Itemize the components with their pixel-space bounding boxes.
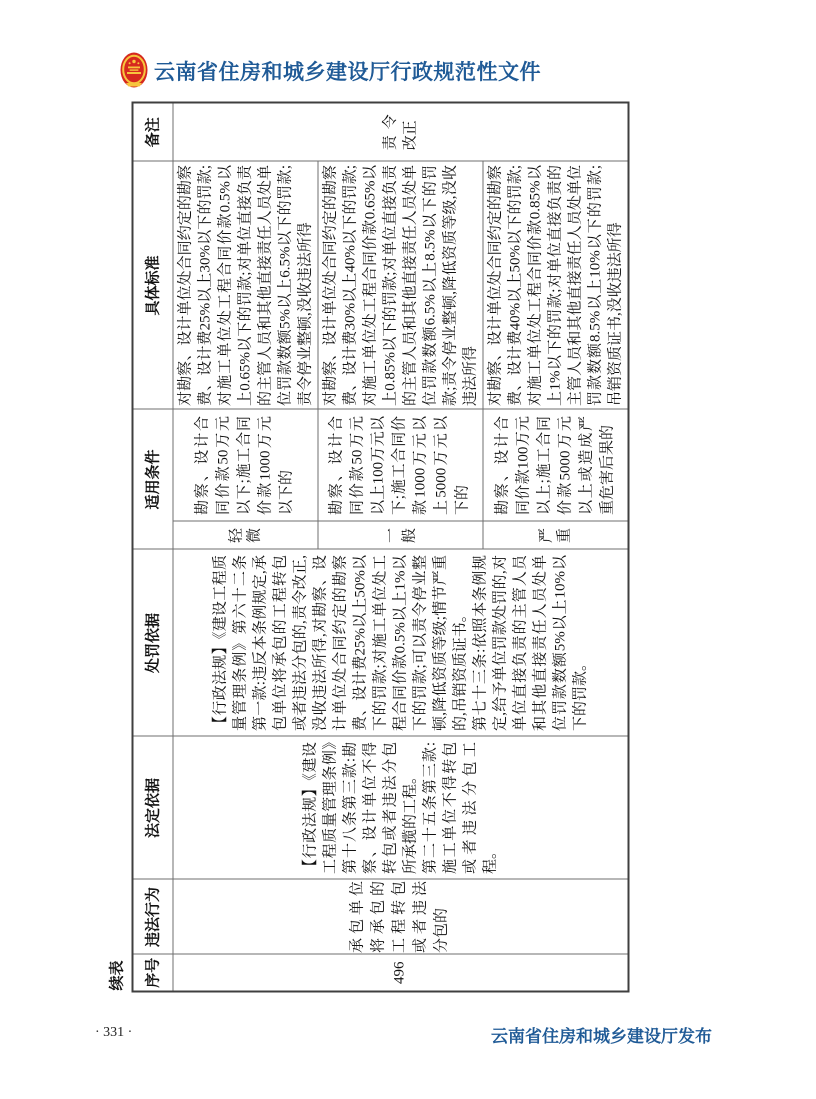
- page-title: 云南省住房和城乡建设厅行政规范性文件: [154, 60, 541, 84]
- condition-cell: 勘察、设计合同价款50万元以上100万元以下;施工合同价款1000万元以上5000万元以下的: [317, 409, 482, 521]
- continued-table-label: 续表: [109, 959, 125, 990]
- illegal-behavior-cell: 承包单位将承包的工程转包或者违法分包的: [172, 879, 628, 954]
- col-header-condition: 适用条件: [132, 409, 172, 549]
- national-emblem-icon: [120, 52, 148, 89]
- severity-level-cell: 严重: [482, 521, 628, 549]
- penalty-table: [131, 101, 629, 992]
- col-header-legal-basis: 法定依据: [132, 736, 172, 879]
- remark-text: 责令改正: [381, 113, 418, 150]
- severity-level-cell: 轻微: [172, 521, 317, 549]
- condition-cell: 勘察、设计合同价款100万元以上;施工合同价款5000万元以上或造成严重危害后果的: [482, 409, 628, 521]
- condition-cell: 勘察、设计合同价款50万元以下;施工合同价款1000万元以下的: [172, 409, 317, 521]
- remark-cell: [172, 102, 628, 161]
- penalty-basis-paragraph: 【行政法规】《建设工程质量管理条例》第六十二条第一款:违反本条例规定,承包单位将承包的工程转包或者违法分包的,责令改正,没收违法所得,对勘察、设计单位处合同约定的勘察费、设计费25%以上50%以下的罚款;对施工单位处工程合同价款0.5%以上1%以下的罚款;可以责令停业整顿,降低资质等级;情节严重的,吊销资质证书。: [211, 554, 468, 731]
- publisher-label: 云南省住房和城乡建设厅发布: [491, 1027, 712, 1046]
- legal-basis-paragraph: 【行政法规】《建设工程质量管理条例》第十八条第三款:勘察、设计单位不得转包或者违法分包所承揽的工程。: [301, 741, 418, 874]
- penalty-basis-cell: [172, 549, 628, 736]
- rotated-table-container: [105, 103, 623, 992]
- table-header-row: [132, 102, 172, 991]
- standard-cell: 对勘察、设计单位处合同约定的勘察费、设计费25%以上30%以下的罚款;对施工单位处工程合同价款0.5%以上0.65%以下的罚款;对单位直接负责的主管人员和其他直接责任人员处单位罚款数额5%以上6.5%以下的罚款;责令停业整顿,没收违法所得: [172, 161, 317, 409]
- col-header-penalty-basis: 处罚依据: [132, 549, 172, 736]
- col-header-remark: 备注: [132, 102, 172, 161]
- penalty-basis-paragraph: 第七十三条:依照本条例规定,给予单位罚款处罚的,对单位直接负责的主管人员和其他直接责任人员处单位罚款数额5%以上10%以下的罚款。: [471, 554, 588, 731]
- standard-cell: 对勘察、设计单位处合同约定的勘察费、设计费30%以上40%以下的罚款;对施工单位处工程合同价款0.65%以上0.85%以下的罚款;对单位直接负责的主管人员和其他直接责任人员处单位罚款数额6.5%以上8.5%以下的罚款;责令停业整顿,降低资质等级,没收违法所得: [317, 161, 482, 409]
- legal-basis-paragraph: 第二十五条第三款:施工单位不得转包或者违法分包工程。: [421, 741, 498, 874]
- col-header-serial: 序号: [132, 954, 172, 991]
- standard-cell: 对勘察、设计单位处合同约定的勘察费、设计费40%以上50%以下的罚款;对施工单位处工程合同价款0.85%以上1%以下的罚款;对单位直接负责的主管人员和其他直接责任人员处单位罚款数额8.5%以上10%以下的罚款;吊销资质证书,没收违法所得: [482, 161, 628, 409]
- col-header-behavior: 违法行为: [132, 879, 172, 954]
- legal-basis-cell: [172, 736, 628, 879]
- table-row-light: [172, 102, 317, 991]
- serial-number-cell: 496: [172, 954, 628, 991]
- page-number: · 331 ·: [95, 1025, 133, 1040]
- page-header: [120, 52, 541, 89]
- severity-level-cell: 一般: [317, 521, 482, 549]
- col-header-standard: 具体标准: [132, 161, 172, 409]
